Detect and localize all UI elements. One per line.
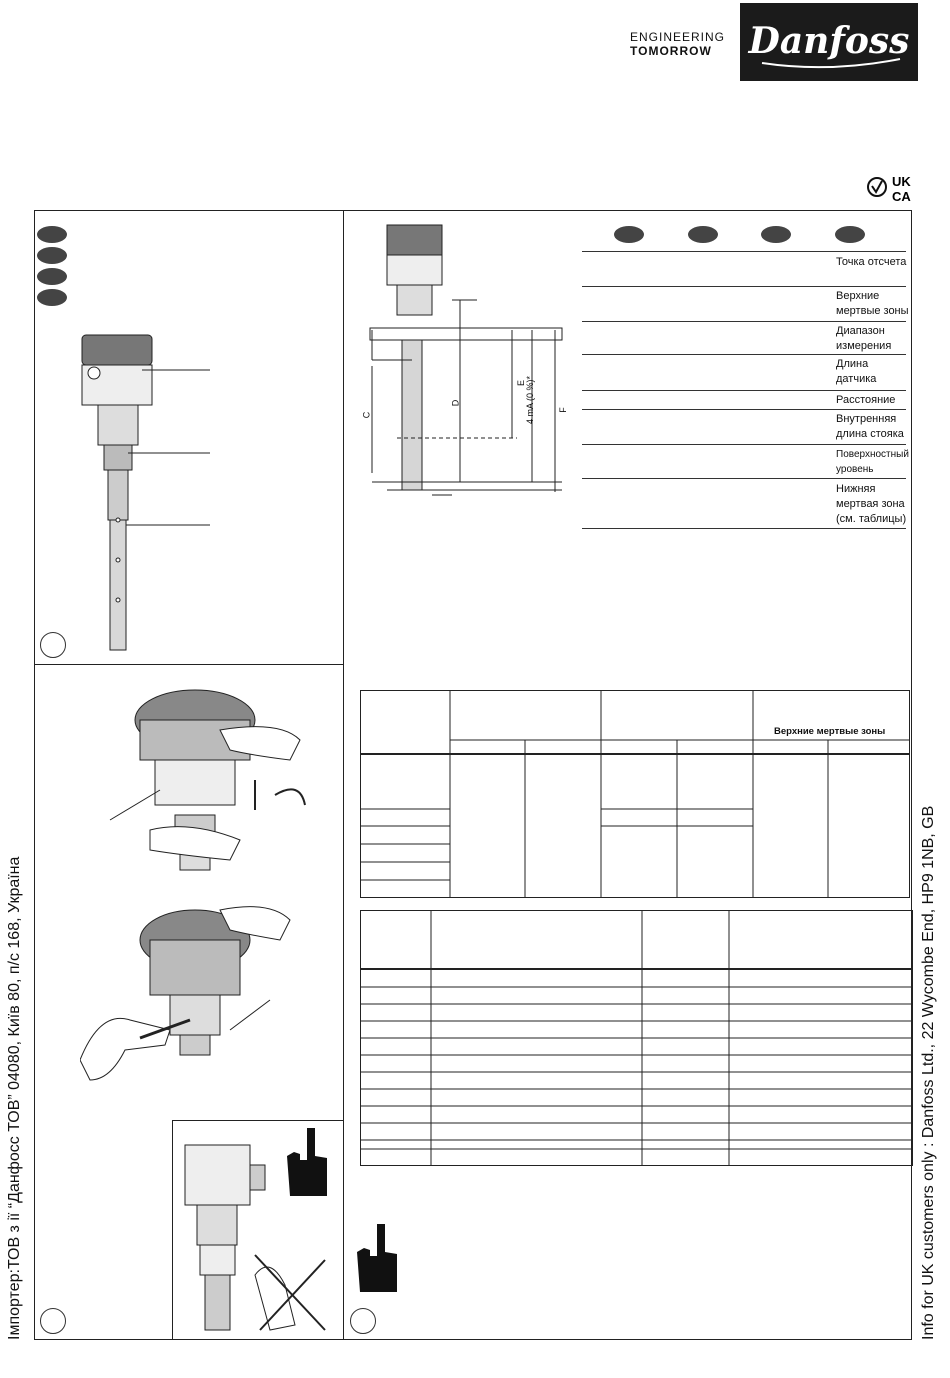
step-marker-b: [40, 1308, 66, 1334]
legend-rule-4: [582, 390, 906, 391]
legend-badge-1: [614, 226, 644, 243]
danfoss-logo: [740, 3, 918, 81]
step-marker-a: [40, 632, 66, 658]
legend-sensor-length: Длина датчика: [836, 358, 877, 385]
language-badge-3: [37, 268, 67, 285]
legend-lower-dead-zone: Нижняя мертвая зона (см. таблицы): [836, 483, 907, 525]
legend-upper-dead-zone: Верхние мертвые зоны: [836, 290, 909, 317]
svg-text:UK: UK: [892, 174, 911, 189]
hand-pointing-icon: [282, 1126, 332, 1206]
language-badge-1: [37, 226, 67, 243]
svg-text:CA: CA: [892, 189, 911, 203]
brand-tagline-line2: TOMORROW: [630, 44, 712, 58]
importer-text: Імпортер:ТОВ з ії “Данфосс ТОВ” 04080, Київ 80, п/с 168, Україна: [6, 856, 23, 1340]
legend-rule-1: [582, 286, 906, 287]
language-badge-2: [37, 247, 67, 264]
legend-rule-3: [582, 354, 906, 355]
legend-rule-7: [582, 478, 906, 479]
range-table: [360, 910, 914, 1168]
legend-measuring-range: Диапазон измерения: [836, 325, 892, 352]
installation-hands-illustration: [80, 680, 340, 1130]
danfoss-logo-wordmark: [740, 3, 918, 81]
legend-badge-2: [688, 226, 718, 243]
dimension-d: D: [450, 399, 461, 407]
brand-tagline: [630, 30, 725, 58]
logo-text: Danfoss: [748, 20, 910, 62]
legend-rule-0: [582, 251, 906, 252]
legend-badge-4: [835, 226, 865, 243]
dimension-c: C: [361, 411, 372, 419]
dead-zone-table: [360, 690, 912, 900]
horizontal-divider: [34, 664, 344, 665]
step-marker-c: [350, 1308, 376, 1334]
legend-rule-2: [582, 321, 906, 322]
dimension-drawing: [352, 220, 582, 500]
legend-rule-6: [582, 444, 906, 445]
legend-rule-5: [582, 409, 906, 410]
dimension-f: F: [557, 407, 568, 413]
sensor-device-illustration: [70, 325, 220, 660]
brand-tagline-line1: ENGINEERING: [630, 30, 726, 44]
table-header-upper-dead-zones: Верхние мертвые зоны: [774, 726, 886, 737]
dimension-4ma: 4 mA (0 %)*: [525, 375, 536, 425]
hand-pointing-icon-2: [352, 1222, 402, 1302]
legend-distance: Расстояние: [836, 394, 896, 406]
legend-surface-level: Поверхностный уровень: [836, 449, 909, 475]
legend-rule-8: [582, 528, 906, 529]
dimension-e: E: [516, 379, 527, 387]
language-badge-4: [37, 289, 67, 306]
uk-info-text: Info for UK customers only : Danfoss Ltd., 22 Wycombe End, HP9 1NB, GB: [920, 805, 937, 1340]
ukca-icon: [866, 173, 920, 203]
ukca-mark: [866, 173, 920, 208]
legend-inner-riser-length: Внутренняя длина стояка: [836, 413, 904, 440]
legend-badge-3: [761, 226, 791, 243]
legend-reference-point: Точка отсчета: [836, 256, 907, 268]
